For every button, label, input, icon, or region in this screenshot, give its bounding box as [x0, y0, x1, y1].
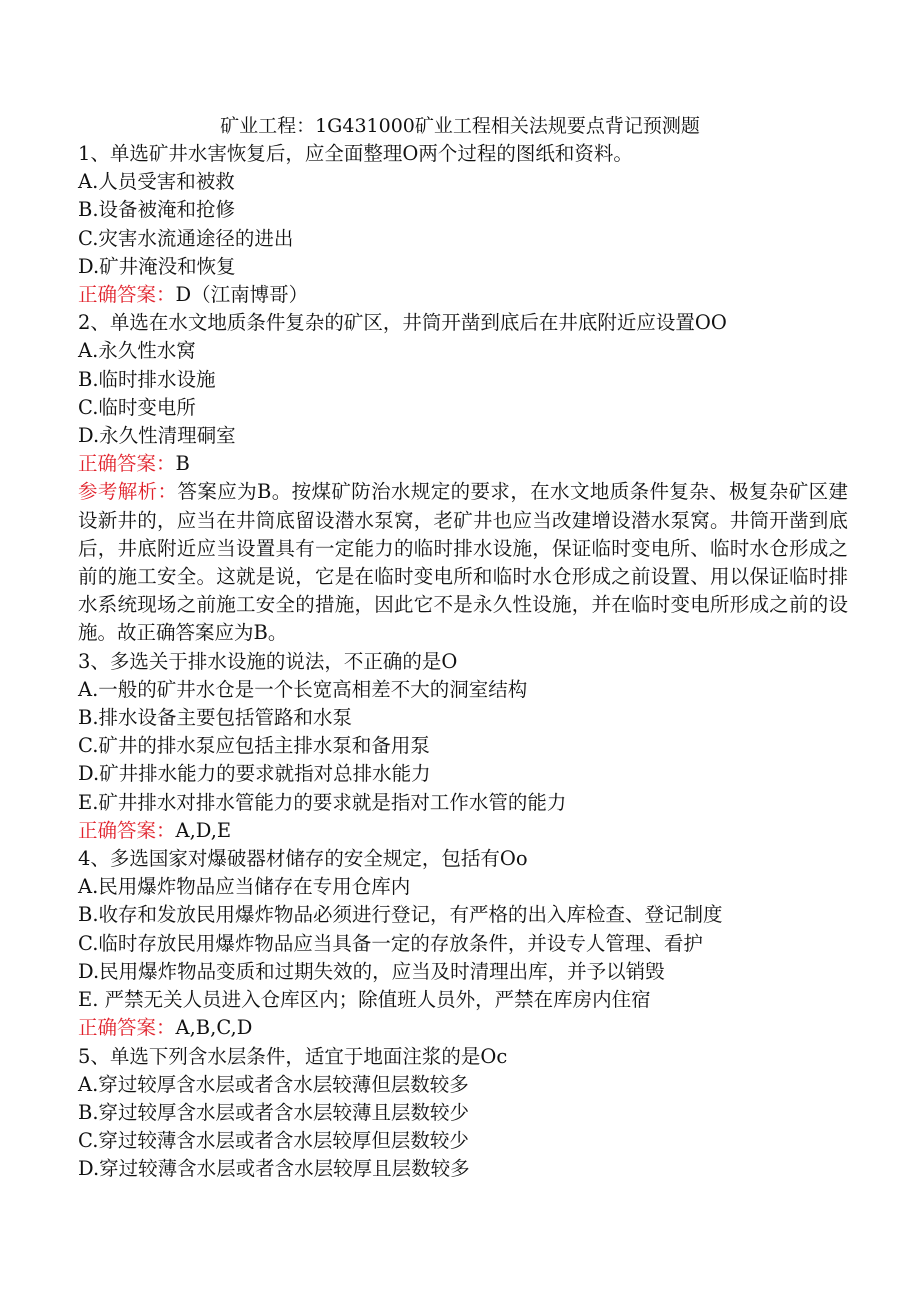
question-5	[78, 1043, 848, 1184]
question-stem: 4、多选国家对爆破器材储存的安全规定，包括有Oo	[78, 847, 528, 871]
option-d: D.永久性清理硐室	[78, 424, 236, 448]
question-1	[78, 140, 848, 309]
question-2	[78, 309, 848, 647]
answer-label: 正确答案：	[78, 1016, 176, 1040]
option-c: C.临时变电所	[78, 395, 196, 419]
option-b: B.排水设备主要包括管路和水泵	[78, 706, 353, 730]
option-a: A.永久性水窝	[78, 339, 196, 363]
answer-label: 正确答案：	[78, 452, 176, 476]
analysis-text: 答案应为B。按煤矿防治水规定的要求，在水文地质条件复杂、极复杂矿区建设新井的，应当在井筒底留设潜水泵窝，老矿井也应当改建增设潜水泵窝。井筒开凿到底后，井底附近应当设置具有一定能力的临时排水设施，保证临时变电所、临时水仓形成之前的施工安全。这就是说，它是在临时变电所和临时水仓形成之前设置、用以保证临时排水系统现场之前施工安全的措施，因此它不是永久性设施，并在临时变电所形成之前的设施。故正确答案应为B。	[78, 480, 848, 645]
answer-line	[78, 817, 848, 845]
answer-value: A,B,C,D	[175, 1016, 253, 1040]
question-list	[78, 140, 848, 1184]
analysis-label: 参考解析：	[78, 480, 178, 504]
answer-value: D（江南博哥）	[175, 283, 309, 307]
question-3	[78, 648, 848, 845]
answer-line	[78, 1014, 848, 1042]
page-title: 矿业工程：1G431000矿业工程相关法规要点背记预测题	[220, 115, 700, 137]
option-a: A.一般的矿井水仓是一个长宽高相差不大的洞室结构	[78, 677, 528, 701]
answer-value: B	[175, 452, 190, 476]
option-d: D.民用爆炸物品变质和过期失效的，应当及时清理出库，并予以销毁	[78, 959, 665, 983]
option-d: D.矿井淹没和恢复	[78, 254, 236, 278]
option-b: B.收存和发放民用爆炸物品必须进行登记，有严格的出入库检查、登记制度	[78, 903, 723, 927]
option-d: D.穿过较薄含水层或者含水层较厚且层数较多	[78, 1157, 470, 1181]
option-a: A.民用爆炸物品应当储存在专用仓库内	[78, 875, 411, 899]
option-b: B.设备被淹和抢修	[78, 198, 236, 222]
option-e: E.矿井排水对排水管能力的要求就是指对工作水管的能力	[78, 790, 567, 814]
question-stem: 5、单选下列含水层条件，适宜于地面注浆的是Oc	[78, 1044, 508, 1068]
answer-line	[78, 450, 848, 478]
answer-line	[78, 281, 848, 309]
answer-value: A,D,E	[175, 818, 232, 842]
option-a: A.穿过较厚含水层或者含水层较薄但层数较多	[78, 1072, 469, 1096]
option-c: C.灾害水流通途径的进出	[78, 226, 294, 250]
question-stem: 1、单选矿井水害恢复后，应全面整理O两个过程的图纸和资料。	[78, 142, 633, 165]
option-b: B.临时排水设施	[78, 367, 216, 391]
question-stem: 3、多选关于排水设施的说法，不正确的是O	[78, 649, 458, 673]
option-e: E. 严禁无关人员进入仓库区内；除值班人员外，严禁在库房内住宿	[78, 988, 651, 1012]
answer-label: 正确答案：	[78, 818, 176, 842]
question-stem: 2、单选在水文地质条件复杂的矿区，井筒开凿到底后在井底附近应设置OO	[78, 311, 727, 335]
question-4	[78, 845, 848, 1042]
answer-label: 正确答案：	[78, 283, 176, 307]
option-c: C.临时存放民用爆炸物品应当具备一定的存放条件，并设专人管理、看护	[78, 931, 703, 955]
option-c: C.穿过较薄含水层或者含水层较厚但层数较少	[78, 1129, 469, 1153]
option-d: D.矿井排水能力的要求就指对总排水能力	[78, 762, 431, 786]
option-a: A.人员受害和被救	[78, 170, 235, 194]
analysis-paragraph	[78, 478, 848, 647]
option-b: B.穿过较厚含水层或者含水层较薄且层数较少	[78, 1100, 470, 1124]
option-c: C.矿井的排水泵应包括主排水泵和备用泵	[78, 734, 430, 758]
